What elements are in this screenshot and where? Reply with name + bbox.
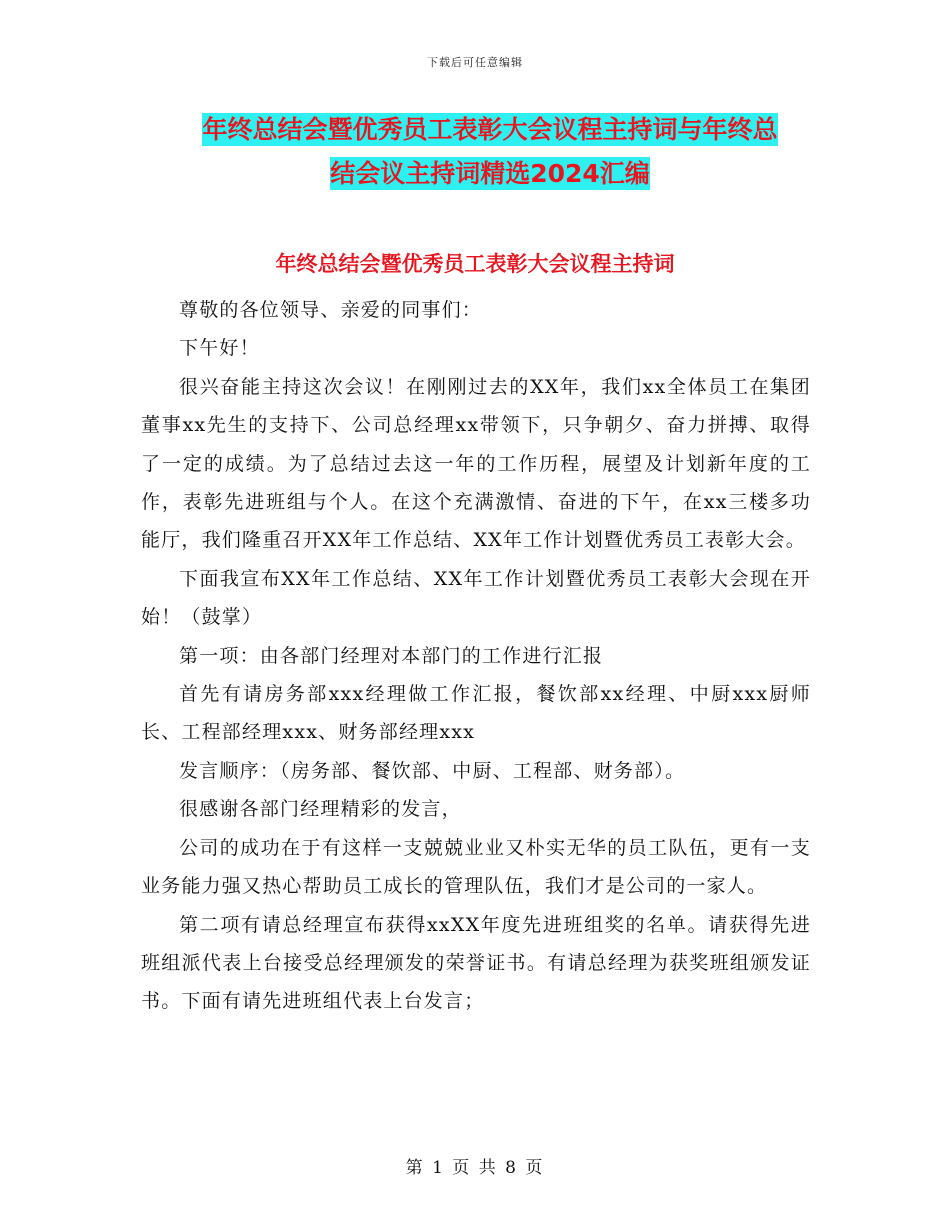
title-line-2: 结会议主持词精选2024汇编 xyxy=(330,159,650,188)
paragraph: 公司的成功在于有这样一支兢兢业业又朴实无华的员工队伍，更有一支业务能力强又热心帮助员工成长的管理队伍，我们才是公司的一家人。 xyxy=(141,836,811,898)
paragraph: 尊敬的各位领导、亲爱的同事们： xyxy=(179,299,483,321)
paragraph: 发言顺序：（房务部、餐饮部、中厨、工程部、财务部）。 xyxy=(179,759,686,782)
body-text xyxy=(141,291,811,1021)
section-title: 年终总结会暨优秀员工表彰大会议程主持词 xyxy=(275,252,675,276)
header-note: 下载后可任意编辑 xyxy=(427,56,523,69)
paragraph: 很感谢各部门经理精彩的发言， xyxy=(179,798,462,821)
paragraph: 第一项：由各部门经理对本部门的工作进行汇报 xyxy=(179,644,604,667)
paragraph: 很兴奋能主持这次会议！在刚刚过去的XX年，我们xx全体员工在集团董事xx先生的支持下、公司总经理xx带领下，只争朝夕、奋力拼搏、取得了一定的成绩。为了总结过去这一年的工作历程，展望及计划新年度的工作，表彰先进班组与个人。在这个充满激情、奋进的下午，在xx三楼多功能厅，我们隆重召开XX年工作总结、XX年工作计划暨优秀员工表彰大会。 xyxy=(141,375,811,552)
paragraph: 下面我宣布XX年工作总结、XX年工作计划暨优秀员工表彰大会现在开始！（鼓掌） xyxy=(141,567,811,629)
page-footer: 第 1 页 共 8 页 xyxy=(405,1158,545,1178)
paragraph: 第二项有请总经理宣布获得xxXX年度先进班组奖的名单。请获得先进班组派代表上台接受总经理颁发的荣誉证书。有请总经理为获奖班组颁发证书。下面有请先进班组代表上台发言； xyxy=(141,913,811,1013)
title-line-1: 年终总结会暨优秀员工表彰大会议程主持词与年终总 xyxy=(202,115,778,144)
document-title xyxy=(120,108,860,196)
paragraph: 下午好！ xyxy=(179,337,260,360)
paragraph: 首先有请房务部xxx经理做工作汇报，餐饮部xx经理、中厨xxx厨师长、工程部经理xxx、财务部经理xxx xyxy=(141,683,811,744)
